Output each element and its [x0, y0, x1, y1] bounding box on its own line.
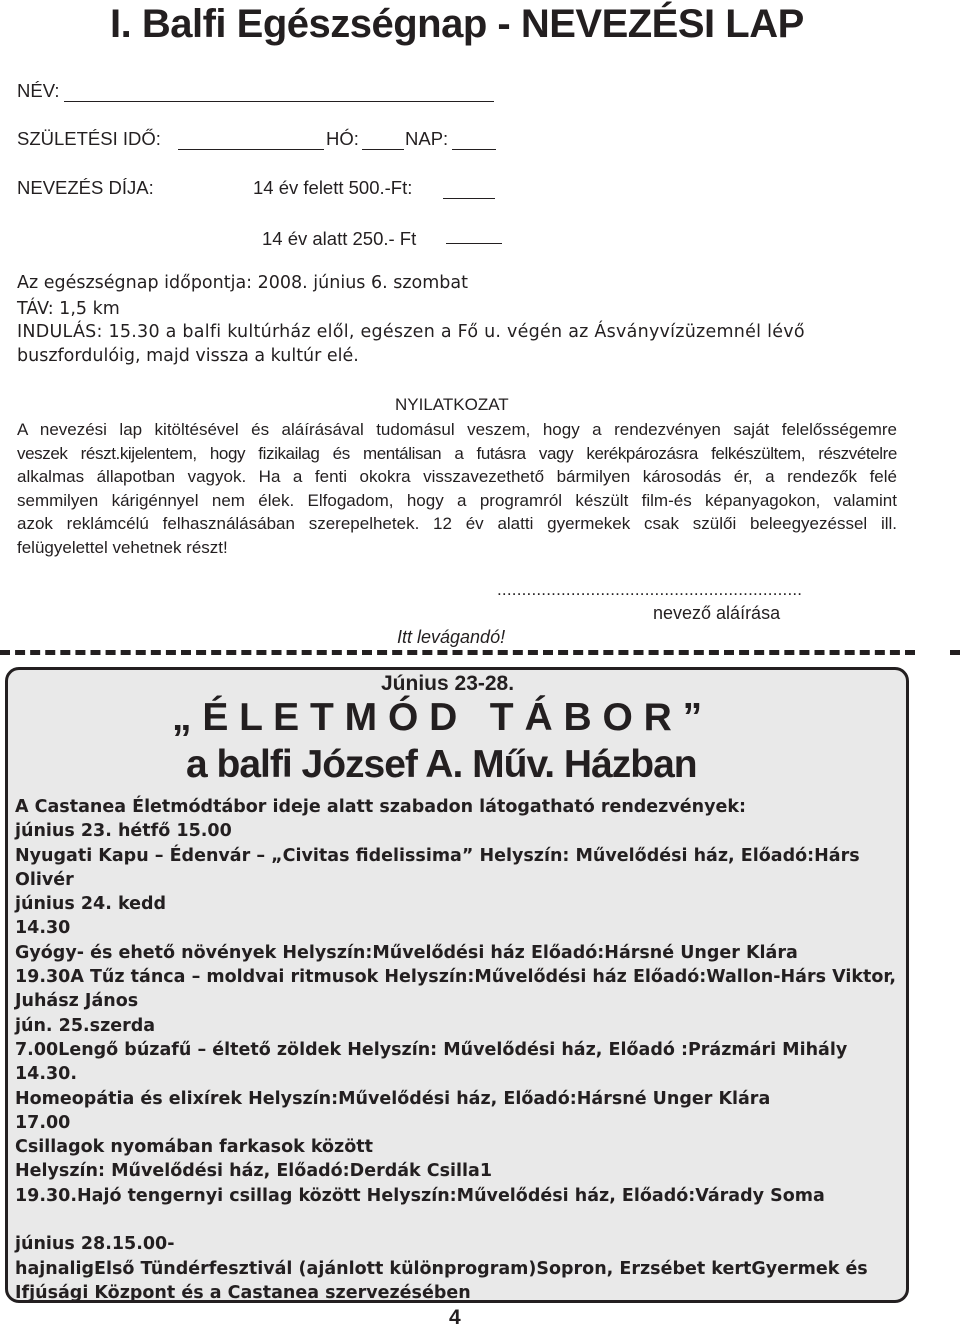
cut-line-end — [950, 650, 960, 655]
event-start-line-1: INDULÁS: 15.30 a balfi kultúrház elől, egészen a Fő u. végén az Ásványvízüzemnél lévő — [17, 322, 805, 342]
day-label: NAP: — [405, 128, 449, 149]
program-line: június 24. kedd — [15, 894, 167, 915]
event-start-line-2: buszfordulóig, majd vissza a kultúr elé. — [17, 346, 359, 366]
declaration-line: semmilyen kárigénnyel nem élek. Elfogadom, hogy a programról készült film-és képanyagokon, valamint — [17, 490, 897, 510]
declaration-text — [17, 418, 897, 560]
event-date: Az egészségnap időpontja: 2008. június 6. szombat — [17, 273, 468, 293]
program-line: június 23. hétfő 15.00 — [15, 821, 232, 842]
cut-label: Itt levágandó! — [397, 627, 506, 647]
program-line: 14.30. — [15, 1064, 78, 1085]
fee-under-14-field[interactable] — [446, 243, 502, 244]
declaration-line: alkalmas állapotban vagyok. Ha a fenti okokra visszavezethető bármilyen károsodás ér, a rendezők felé — [17, 467, 897, 487]
birth-day-field[interactable] — [452, 149, 496, 150]
declaration-line: azok reklámcélú felhasználásában szerepelhetek. 12 év alatti gyermekek csak szülői beleegyezéssel ill. — [17, 514, 897, 534]
declaration-line: veszek részt.kijelentem, hogy fizikailag és mentálisan a futásra vagy kerékpározásra felkészültem, részvételre — [17, 443, 897, 463]
program-line: Nyugati Kapu – Édenvár – „Civitas fidelissima” Helyszín: Művelődési ház, Előadó:Hárs — [15, 845, 860, 866]
program-line: 14.30 — [15, 918, 71, 939]
declaration-line: A nevezési lap kitöltésével és aláírásával tudomásul veszem, hogy a rendezvényen saját felelősségemre — [17, 420, 897, 439]
camp-dates: Június 23-28. — [381, 672, 515, 695]
program-line: 7.00Lengő búzafű – éltető zöldek Helyszín: Művelődési ház, Előadó :Prázmári Mihály — [15, 1039, 848, 1060]
program-line: Gyógy- és ehető növények Helyszín:Művelődési ház Előadó:Hársné Unger Klára — [15, 942, 798, 963]
birth-label: SZÜLETÉSI IDŐ: — [17, 128, 161, 149]
program-line: Csillagok nyomában farkasok között — [15, 1137, 373, 1158]
program-line: Homeopátia és elixírek Helyszín:Művelődési ház, Előadó:Hársné Unger Klára — [15, 1088, 771, 1109]
name-field[interactable] — [64, 101, 494, 102]
signature-line[interactable]: .............................................................. — [497, 580, 803, 599]
camp-location: a balfi József A. Műv. Házban — [186, 743, 697, 786]
program-line: 19.30.Hajó tengernyi csillag között Helyszín:Művelődési ház, Előadó:Várady Soma — [15, 1185, 825, 1206]
fee-under-14-label: 14 év alatt 250.- Ft — [262, 228, 417, 249]
program-line: 17.00 — [15, 1112, 71, 1133]
fee-over-14-label: 14 év felett 500.-Ft: — [253, 177, 413, 198]
program-line: Juhász János — [15, 991, 139, 1012]
month-label: HÓ: — [326, 128, 359, 149]
declaration-heading: NYILATKOZAT — [395, 395, 509, 414]
program-spacer — [15, 1208, 905, 1232]
program-line: június 28.15.00- — [15, 1234, 175, 1255]
program-line: hajnaligElső Tündérfesztivál (ajánlott különprogram)Sopron, Erzsébet kertGyermek és — [15, 1258, 868, 1279]
program-line: Olivér — [15, 869, 74, 890]
signature-label: nevező aláírása — [653, 603, 781, 623]
name-label: NÉV: — [17, 80, 60, 101]
page-title: I. Balfi Egészségnap - NEVEZÉSI LAP — [110, 2, 804, 46]
page-number: 4 — [449, 1306, 461, 1329]
camp-program — [15, 795, 905, 1305]
program-line: Ifjúsági Központ és a Castanea szervezésében — [15, 1282, 471, 1303]
birth-month-field[interactable] — [362, 149, 404, 150]
birth-year-field[interactable] — [178, 149, 324, 150]
declaration-line: felügyelettel vehetnek részt! — [17, 537, 228, 557]
cut-line — [0, 650, 915, 655]
program-line: Helyszín: Művelődési ház, Előadó:Derdák Csilla1 — [15, 1161, 493, 1182]
program-line: A Castanea Életmódtábor ideje alatt szabadon látogatható rendezvények: — [15, 797, 747, 817]
program-line: jún. 25.szerda — [15, 1015, 156, 1036]
fee-over-14-field[interactable] — [443, 198, 495, 199]
event-distance: TÁV: 1,5 km — [17, 299, 120, 319]
fee-label: NEVEZÉS DÍJA: — [17, 177, 154, 198]
program-line: 19.30A Tűz tánca – moldvai ritmusok Helyszín:Művelődési ház Előadó:Wallon-Hárs Viktor, — [15, 967, 897, 988]
camp-title: „ É L E T M Ó D T Á B O R ” — [172, 696, 703, 739]
